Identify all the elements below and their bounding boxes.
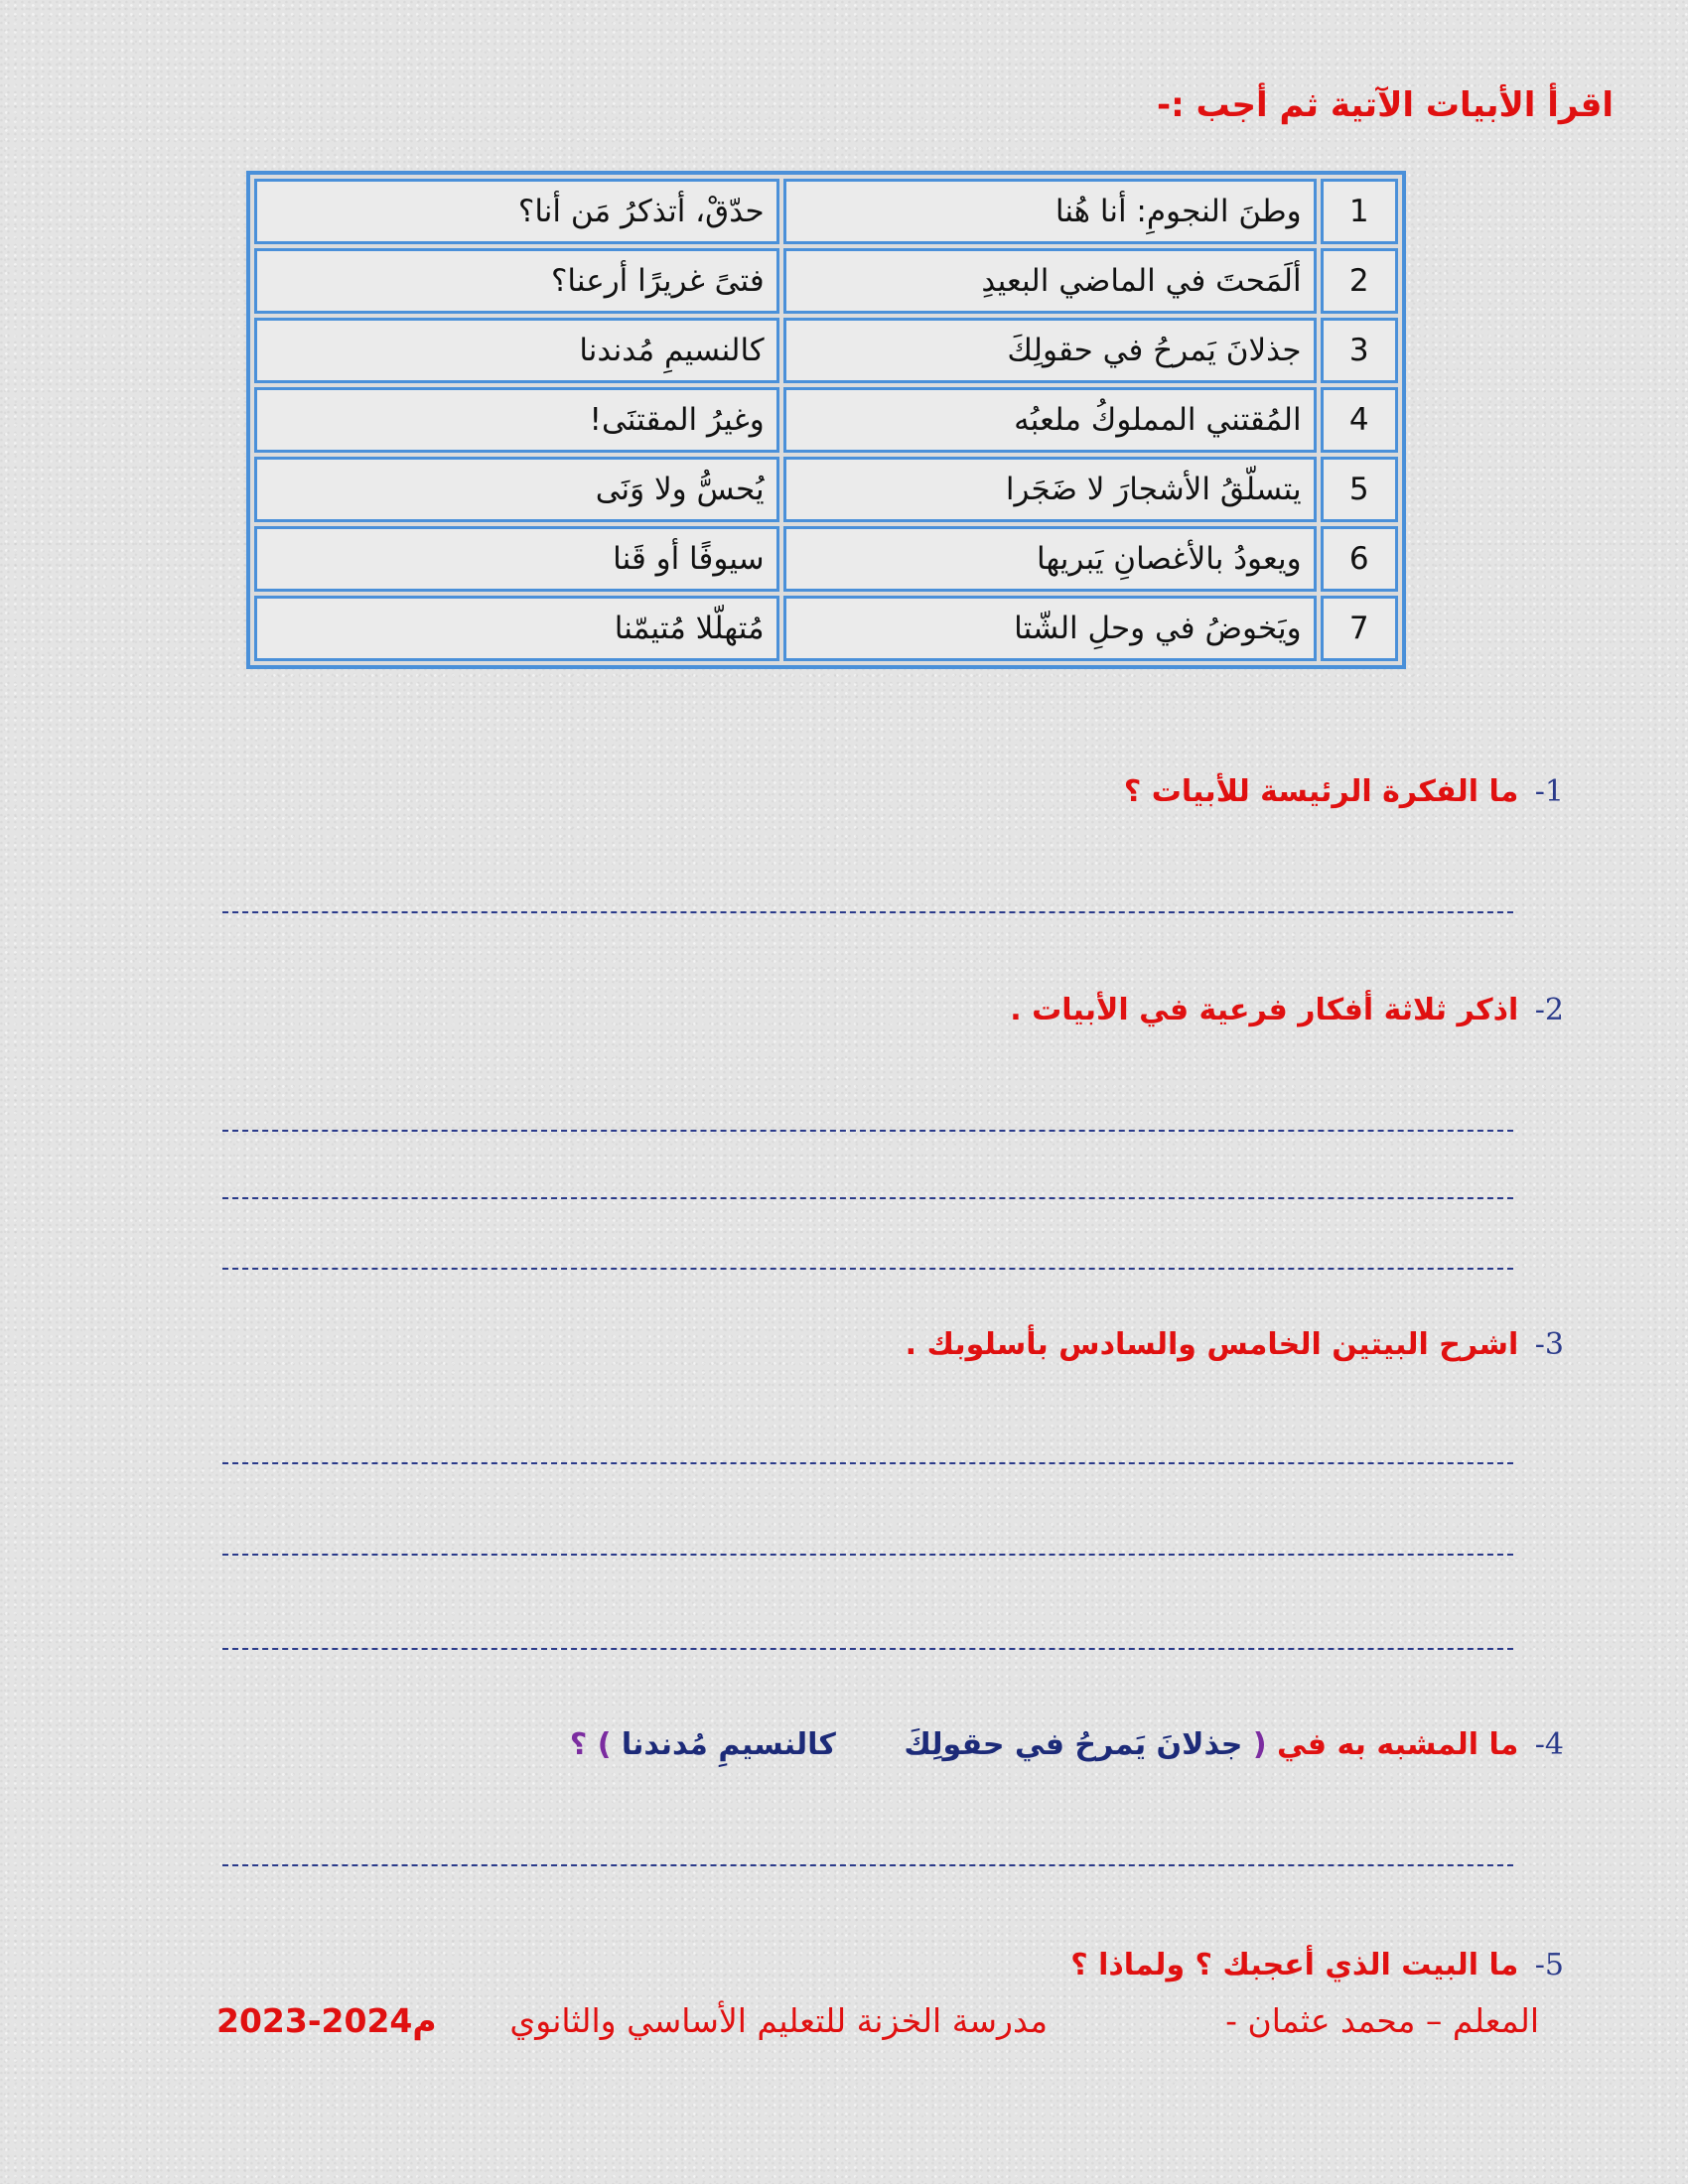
verse-first-half: ويعودُ بالأغصانِ يَبريها <box>783 526 1317 592</box>
question-number: 4- <box>1534 1727 1564 1762</box>
question-1 <box>1124 774 1564 809</box>
answer-line[interactable] <box>222 1197 1513 1199</box>
poem-row <box>254 526 1398 592</box>
verse-second-half: مُتهلّلا مُتيمّنا <box>254 596 779 661</box>
poem-row <box>254 248 1398 314</box>
verse-first-half: ألَمَحتَ في الماضي البعيدِ <box>783 248 1317 314</box>
page-heading: اقرأ الأبيات الآتية ثم أجب :- <box>1157 85 1614 125</box>
verse-number: 1 <box>1321 179 1398 244</box>
verse-first-half: ويَخوضُ في وحلِ الشّتا <box>783 596 1317 661</box>
question-2 <box>1010 993 1564 1027</box>
open-bracket: ( <box>1252 1727 1267 1762</box>
verse-number: 4 <box>1321 387 1398 453</box>
verse-number: 7 <box>1321 596 1398 661</box>
answer-line[interactable] <box>222 1648 1513 1650</box>
question-text: ما الفكرة الرئيسة للأبيات ؟ <box>1123 774 1519 809</box>
question-4 <box>570 1727 1564 1762</box>
verse-first-half: وطنَ النجومِ: أنا هُنا <box>783 179 1317 244</box>
question-number: 5- <box>1534 1948 1564 1982</box>
verse-number: 2 <box>1321 248 1398 314</box>
verse-number: 3 <box>1321 318 1398 383</box>
question-text: ما المشبه به في <box>1277 1727 1519 1762</box>
school-name: مدرسة الخزنة للتعليم الأساسي والثانوي <box>509 2001 1048 2040</box>
question-number: 1- <box>1534 774 1564 809</box>
verse-second-half: حدّقْ، أتذكرُ مَن أنا؟ <box>254 179 779 244</box>
verse-second-half: سيوفًا أو قَنا <box>254 526 779 592</box>
answer-line[interactable] <box>222 1462 1513 1464</box>
academic-year: 2023-2024م <box>216 2001 437 2040</box>
question-3 <box>906 1327 1564 1362</box>
poem-row <box>254 596 1398 661</box>
quoted-verse-first-half: جذلانَ يَمرحُ في حقولِكَ <box>904 1727 1243 1762</box>
quoted-verse-second-half: كالنسيمِ مُدندنا <box>621 1727 836 1762</box>
close-bracket: ) ؟ <box>569 1727 612 1762</box>
poem-table <box>246 171 1406 669</box>
verse-second-half: كالنسيمِ مُدندنا <box>254 318 779 383</box>
answer-line[interactable] <box>222 1268 1513 1270</box>
answer-line[interactable] <box>222 911 1513 913</box>
verse-second-half: يُحسُّ ولا وَنَى <box>254 457 779 522</box>
question-text: اشرح البيتين الخامس والسادس بأسلوبك . <box>905 1327 1519 1362</box>
verse-number: 6 <box>1321 526 1398 592</box>
verse-second-half: وغيرُ المقتنَى! <box>254 387 779 453</box>
answer-line[interactable] <box>222 1554 1513 1556</box>
verse-first-half: يتسلّقُ الأشجارَ لا ضَجَرا <box>783 457 1317 522</box>
poem-row <box>254 387 1398 453</box>
verse-first-half: جذلانَ يَمرحُ في حقولِكَ <box>783 318 1317 383</box>
question-text: ما البيت الذي أعجبك ؟ ولماذا ؟ <box>1070 1948 1519 1982</box>
poem-row <box>254 179 1398 244</box>
question-text: اذكر ثلاثة أفكار فرعية في الأبيات . <box>1010 993 1519 1027</box>
verse-second-half: فتىً غريرًا أرعنا؟ <box>254 248 779 314</box>
poem-row <box>254 318 1398 383</box>
teacher-name: المعلم – محمد عثمان - <box>1225 2001 1539 2040</box>
answer-line[interactable] <box>222 1130 1513 1132</box>
question-number: 2- <box>1534 993 1564 1027</box>
poem-row <box>254 457 1398 522</box>
question-number: 3- <box>1534 1327 1564 1362</box>
verse-number: 5 <box>1321 457 1398 522</box>
question-5 <box>1070 1948 1564 1982</box>
answer-line[interactable] <box>222 1864 1513 1866</box>
verse-first-half: المُقتني المملوكُ ملعبُه <box>783 387 1317 453</box>
